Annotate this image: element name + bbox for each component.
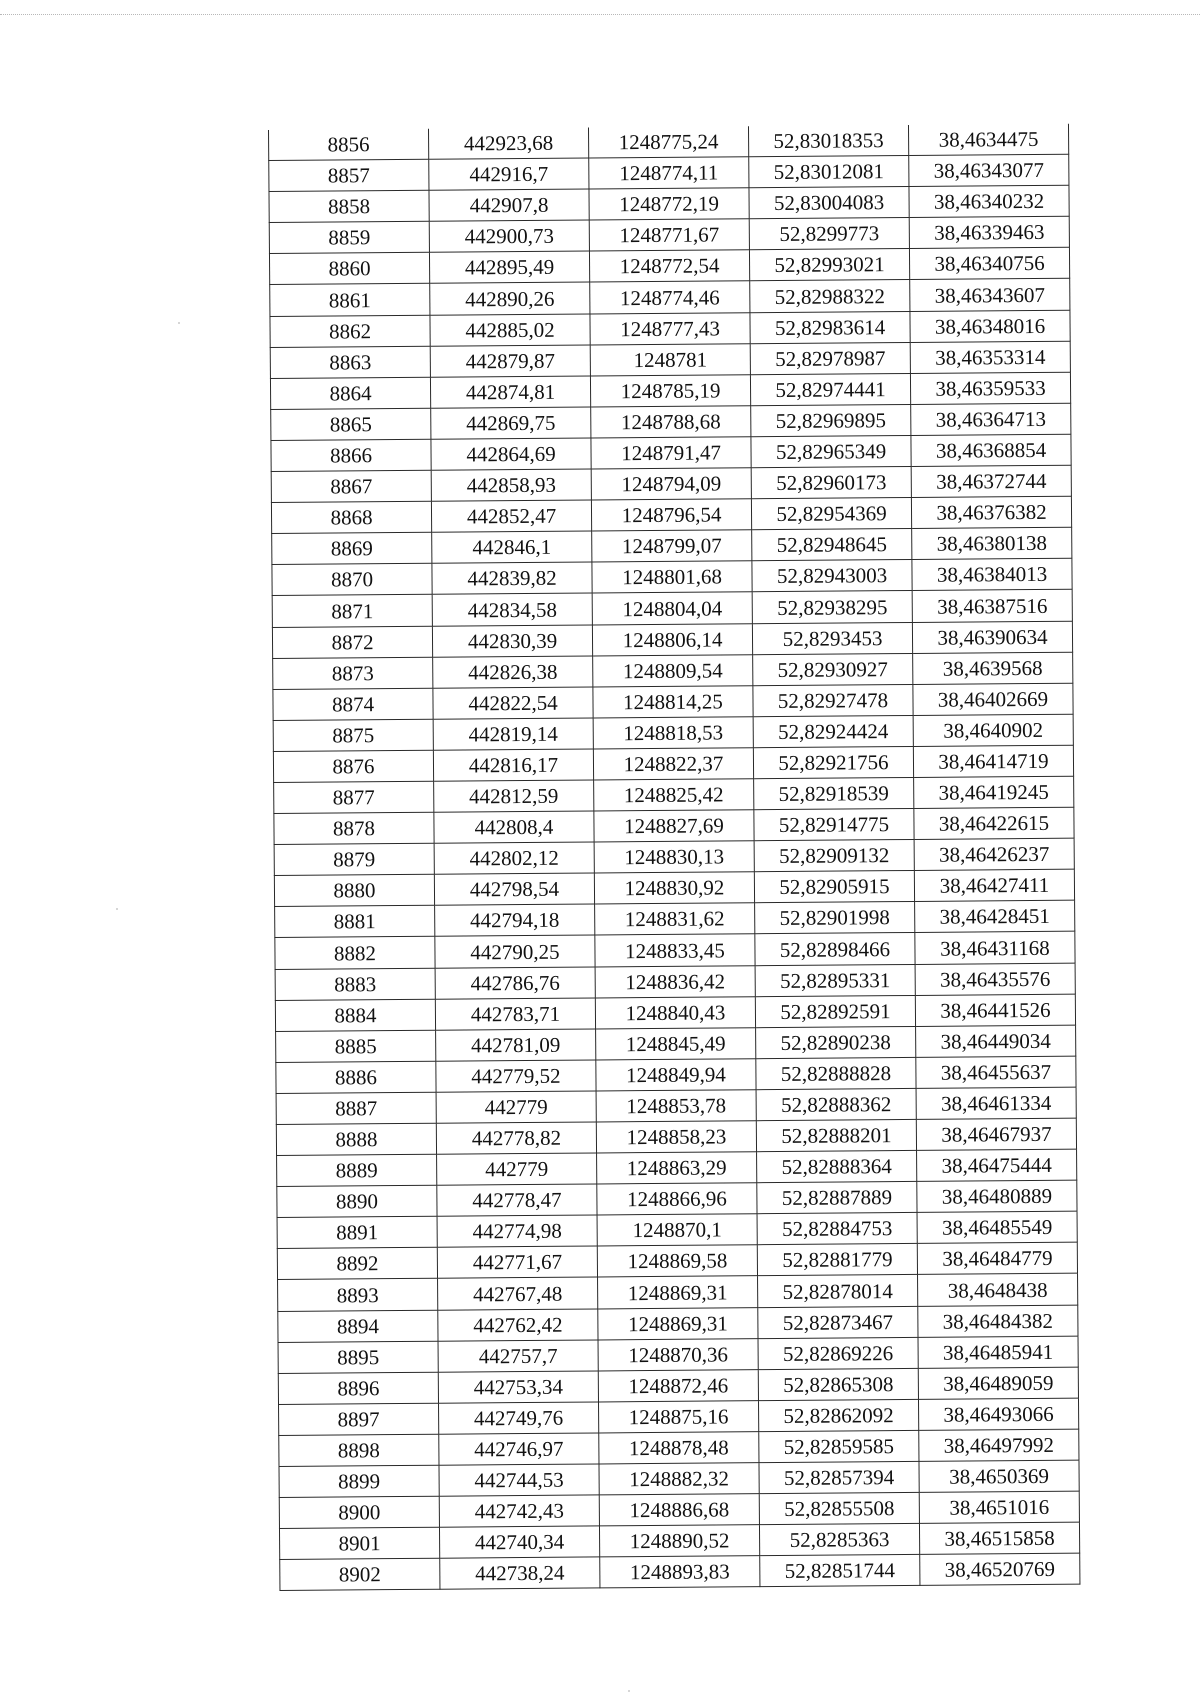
table-cell-lat: 52,82918539: [754, 777, 914, 809]
table-cell-x: 442885,02: [430, 314, 590, 346]
table-cell-point: 8895: [278, 1341, 438, 1373]
coordinates-table-body: [268, 124, 1079, 1591]
table-cell-point: 8864: [270, 377, 430, 409]
table-cell-lon: 38,46497992: [919, 1429, 1079, 1461]
table-cell-point: 8892: [277, 1248, 437, 1280]
table-cell-point: 8884: [275, 999, 435, 1031]
table-cell-lon: 38,46343607: [910, 279, 1070, 311]
table-cell-x: 442757,7: [438, 1340, 598, 1372]
table-cell-lon: 38,46485549: [917, 1211, 1077, 1243]
table-cell-lon: 38,46380138: [912, 527, 1072, 559]
table-cell-lat: 52,82930927: [753, 653, 913, 685]
table-cell-lon: 38,4639568: [913, 652, 1073, 684]
table-cell-x: 442808,4: [434, 811, 594, 843]
table-cell-point: 8867: [271, 470, 431, 502]
table-cell-y: 1248794,09: [591, 468, 751, 500]
table-cell-lat: 52,83018353: [748, 125, 908, 157]
table-cell-point: 8875: [273, 719, 433, 751]
table-cell-y: 1248827,69: [594, 810, 754, 842]
table-cell-lat: 52,82960173: [751, 466, 911, 498]
table-cell-y: 1248870,1: [597, 1214, 757, 1246]
table-cell-x: 442852,47: [431, 500, 591, 532]
table-cell-point: 8863: [270, 346, 430, 378]
table-cell-y: 1248869,58: [597, 1245, 757, 1277]
table-cell-lon: 38,46480889: [917, 1180, 1077, 1212]
table-cell-y: 1248831,62: [595, 903, 755, 935]
table-cell-point: 8858: [269, 190, 429, 222]
table-cell-lat: 52,82887889: [757, 1182, 917, 1214]
table-cell-point: 8861: [270, 284, 430, 316]
table-cell-lon: 38,46461334: [916, 1087, 1076, 1119]
table-cell-lon: 38,46426237: [914, 838, 1074, 870]
table-cell-y: 1248791,47: [591, 437, 751, 469]
scan-speck: [628, 1690, 630, 1692]
table-cell-point: 8894: [278, 1310, 438, 1342]
scan-top-edge-line: [0, 14, 1200, 15]
table-cell-lon: 38,46402669: [913, 683, 1073, 715]
table-cell-point: 8865: [271, 408, 431, 440]
table-cell-x: 442767,48: [438, 1277, 598, 1309]
table-cell-x: 442923,68: [428, 127, 588, 159]
table-cell-lat: 52,82895331: [755, 964, 915, 996]
table-cell-x: 442879,87: [430, 345, 590, 377]
table-cell-x: 442746,97: [439, 1433, 599, 1465]
table-cell-point: 8870: [272, 564, 432, 596]
table-cell-point: 8859: [269, 222, 429, 254]
table-cell-x: 442778,47: [437, 1184, 597, 1216]
table-cell-x: 442826,38: [433, 656, 593, 688]
table-cell-lon: 38,46435576: [915, 963, 1075, 995]
table-cell-point: 8871: [272, 595, 432, 627]
table-cell-y: 1248870,36: [598, 1338, 758, 1370]
table-cell-lon: 38,46376382: [911, 496, 1071, 528]
table-cell-lon: 38,4640902: [913, 714, 1073, 746]
table-cell-x: 442798,54: [434, 873, 594, 905]
table-cell-lon: 38,46419245: [914, 776, 1074, 808]
table-cell-y: 1248822,37: [593, 748, 753, 780]
table-cell-lat: 52,82974441: [750, 373, 910, 405]
table-cell-x: 442744,53: [439, 1464, 599, 1496]
table-cell-lat: 52,82927478: [753, 684, 913, 716]
table-cell-lon: 38,4650369: [919, 1460, 1079, 1492]
table-cell-lat: 52,82924424: [753, 715, 913, 747]
table-cell-lon: 38,46414719: [913, 745, 1073, 777]
table-cell-x: 442753,34: [438, 1371, 598, 1403]
table-cell-y: 1248893,83: [600, 1556, 760, 1588]
table-cell-point: 8897: [279, 1403, 439, 1435]
table-cell-lat: 52,82851744: [760, 1555, 920, 1587]
table-cell-lat: 52,82921756: [753, 746, 913, 778]
table-cell-point: 8880: [274, 874, 434, 906]
table-cell-point: 8873: [273, 657, 433, 689]
table-cell-y: 1248840,43: [595, 996, 755, 1028]
table-cell-x: 442890,26: [430, 282, 590, 314]
table-cell-point: 8862: [270, 315, 430, 347]
table-cell-y: 1248785,19: [590, 374, 750, 406]
table-cell-point: 8888: [276, 1123, 436, 1155]
table-cell-lat: 52,82888364: [757, 1151, 917, 1183]
table-cell-lon: 38,46364713: [911, 403, 1071, 435]
table-cell-point: 8893: [278, 1279, 438, 1311]
table-cell-point: 8885: [276, 1030, 436, 1062]
table-cell-y: 1248869,31: [598, 1307, 758, 1339]
table-cell-lon: 38,46520769: [920, 1553, 1080, 1585]
table-cell-point: 8878: [274, 812, 434, 844]
table-cell-x: 442738,24: [440, 1557, 600, 1589]
table-cell-x: 442790,25: [435, 935, 595, 967]
table-cell-y: 1248833,45: [595, 934, 755, 966]
table-cell-y: 1248799,07: [592, 530, 752, 562]
table-cell-x: 442864,69: [431, 438, 591, 470]
table-cell-y: 1248796,54: [591, 499, 751, 531]
table-cell-lon: 38,46428451: [915, 901, 1075, 933]
table-cell-lat: 52,83004083: [749, 187, 909, 219]
table-cell-point: 8877: [274, 781, 434, 813]
table-cell-x: 442779: [437, 1153, 597, 1185]
table-cell-x: 442916,7: [429, 158, 589, 190]
table-row: [280, 1553, 1080, 1590]
table-cell-y: 1248774,46: [590, 281, 750, 313]
table-cell-point: 8856: [268, 129, 428, 161]
table-cell-lon: 38,46348016: [910, 310, 1070, 342]
table-cell-y: 1248849,94: [596, 1059, 756, 1091]
table-cell-lat: 52,82901998: [755, 902, 915, 934]
table-cell-x: 442794,18: [435, 904, 595, 936]
table-cell-y: 1248845,49: [596, 1027, 756, 1059]
table-cell-x: 442742,43: [439, 1495, 599, 1527]
table-cell-y: 1248890,52: [599, 1525, 759, 1557]
table-cell-lon: 38,46372744: [911, 465, 1071, 497]
table-cell-y: 1248809,54: [593, 654, 753, 686]
table-cell-point: 8874: [273, 688, 433, 720]
table-cell-lon: 38,46431168: [915, 932, 1075, 964]
table-cell-y: 1248825,42: [594, 779, 754, 811]
table-cell-y: 1248830,13: [594, 841, 754, 873]
table-cell-point: 8898: [279, 1434, 439, 1466]
table-cell-point: 8900: [279, 1496, 439, 1528]
table-cell-point: 8879: [274, 843, 434, 875]
table-cell-y: 1248814,25: [593, 685, 753, 717]
table-cell-point: 8881: [275, 906, 435, 938]
table-cell-x: 442846,1: [432, 531, 592, 563]
table-cell-lat: 52,82855508: [759, 1493, 919, 1525]
table-cell-lon: 38,46340756: [909, 248, 1069, 280]
table-cell-lat: 52,82948645: [752, 529, 912, 561]
table-cell-lat: 52,82938295: [752, 591, 912, 623]
table-cell-x: 442874,81: [430, 376, 590, 408]
table-cell-lat: 52,82983614: [750, 311, 910, 343]
table-cell-y: 1248772,19: [589, 188, 749, 220]
table-cell-x: 442834,58: [432, 593, 592, 625]
table-cell-lon: 38,46441526: [915, 994, 1075, 1026]
table-cell-lon: 38,46343077: [909, 154, 1069, 186]
table-cell-lat: 52,82909132: [754, 840, 914, 872]
table-cell-lon: 38,46340232: [909, 185, 1069, 217]
coordinates-table: [268, 124, 1080, 1592]
table-cell-x: 442778,82: [436, 1122, 596, 1154]
table-cell-lat: 52,82943003: [752, 560, 912, 592]
table-cell-y: 1248853,78: [596, 1090, 756, 1122]
table-cell-point: 8902: [280, 1559, 440, 1591]
table-cell-y: 1248875,16: [598, 1401, 758, 1433]
table-cell-x: 442819,14: [433, 718, 593, 750]
table-cell-y: 1248806,14: [592, 623, 752, 655]
table-cell-lat: 52,8299773: [749, 218, 909, 250]
table-cell-y: 1248772,54: [589, 250, 749, 282]
table-cell-lon: 38,46489059: [918, 1367, 1078, 1399]
table-cell-x: 442839,82: [432, 562, 592, 594]
table-cell-y: 1248886,68: [599, 1494, 759, 1526]
table-cell-lon: 38,46353314: [910, 341, 1070, 373]
table-cell-x: 442762,42: [438, 1309, 598, 1341]
table-cell-lat: 52,82862092: [758, 1399, 918, 1431]
table-cell-x: 442822,54: [433, 687, 593, 719]
table-cell-lat: 52,82954369: [751, 498, 911, 530]
table-cell-lon: 38,46455637: [916, 1056, 1076, 1088]
table-cell-lat: 52,82914775: [754, 809, 914, 841]
table-cell-y: 1248818,53: [593, 716, 753, 748]
table-cell-point: 8876: [273, 750, 433, 782]
table-cell-lon: 38,46422615: [914, 807, 1074, 839]
table-cell-x: 442802,12: [434, 842, 594, 874]
table-cell-y: 1248863,29: [597, 1152, 757, 1184]
table-cell-x: 442779: [436, 1091, 596, 1123]
table-cell-x: 442771,67: [437, 1246, 597, 1278]
table-cell-lat: 52,82873467: [758, 1306, 918, 1338]
table-cell-lon: 38,4648438: [918, 1274, 1078, 1306]
table-cell-lon: 38,46515858: [919, 1522, 1079, 1554]
table-cell-y: 1248804,04: [592, 592, 752, 624]
table-cell-y: 1248872,46: [598, 1369, 758, 1401]
table-cell-x: 442907,8: [429, 189, 589, 221]
table-cell-lat: 52,8285363: [759, 1524, 919, 1556]
table-cell-lon: 38,4651016: [919, 1491, 1079, 1523]
table-cell-lat: 52,8293453: [752, 622, 912, 654]
table-cell-lat: 52,82859585: [759, 1430, 919, 1462]
table-cell-point: 8886: [276, 1061, 436, 1093]
table-cell-y: 1248830,92: [594, 872, 754, 904]
scan-speck: [178, 322, 180, 324]
table-cell-lon: 38,4634475: [908, 124, 1068, 156]
table-cell-y: 1248781: [590, 343, 750, 375]
table-cell-lat: 52,82988322: [750, 280, 910, 312]
table-cell-point: 8866: [271, 439, 431, 471]
table-cell-lat: 52,82884753: [757, 1213, 917, 1245]
table-cell-lat: 52,82881779: [757, 1244, 917, 1276]
table-cell-x: 442900,73: [429, 220, 589, 252]
table-cell-x: 442783,71: [435, 998, 595, 1030]
table-cell-x: 442774,98: [437, 1215, 597, 1247]
table-cell-x: 442816,17: [433, 749, 593, 781]
table-cell-lon: 38,46387516: [912, 590, 1072, 622]
table-cell-x: 442858,93: [431, 469, 591, 501]
table-cell-lat: 52,82878014: [758, 1275, 918, 1307]
table-cell-point: 8896: [278, 1372, 438, 1404]
table-cell-y: 1248882,32: [599, 1463, 759, 1495]
table-cell-x: 442779,52: [436, 1060, 596, 1092]
table-cell-x: 442895,49: [429, 251, 589, 283]
table-cell-point: 8887: [276, 1092, 436, 1124]
table-cell-y: 1248866,96: [597, 1183, 757, 1215]
table-cell-lat: 52,82905915: [754, 871, 914, 903]
table-cell-y: 1248777,43: [590, 312, 750, 344]
table-cell-lat: 52,82890238: [756, 1026, 916, 1058]
table-cell-lon: 38,46339463: [909, 216, 1069, 248]
table-cell-lon: 38,46384013: [912, 559, 1072, 591]
table-cell-point: 8857: [269, 159, 429, 191]
table-cell-y: 1248771,67: [589, 219, 749, 251]
table-cell-x: 442786,76: [435, 966, 595, 998]
table-cell-lon: 38,46359533: [910, 372, 1070, 404]
table-cell-lon: 38,46390634: [912, 621, 1072, 653]
table-cell-lat: 52,82993021: [749, 249, 909, 281]
table-cell-lat: 52,82888828: [756, 1057, 916, 1089]
table-cell-x: 442869,75: [431, 407, 591, 439]
table-cell-lat: 52,82888201: [756, 1119, 916, 1151]
table-cell-y: 1248878,48: [599, 1432, 759, 1464]
table-cell-point: 8891: [277, 1216, 437, 1248]
table-cell-lat: 52,82857394: [759, 1461, 919, 1493]
table-cell-y: 1248869,31: [598, 1276, 758, 1308]
table-cell-lon: 38,46368854: [911, 434, 1071, 466]
table-cell-lat: 52,82978987: [750, 342, 910, 374]
table-cell-x: 442812,59: [434, 780, 594, 812]
table-cell-y: 1248788,68: [591, 406, 751, 438]
table-cell-y: 1248775,24: [588, 126, 748, 158]
table-cell-point: 8899: [279, 1465, 439, 1497]
table-cell-y: 1248801,68: [592, 561, 752, 593]
table-cell-lat: 52,82892591: [755, 995, 915, 1027]
table-cell-point: 8889: [277, 1154, 437, 1186]
table-cell-lat: 52,83012081: [749, 156, 909, 188]
table-cell-point: 8901: [279, 1527, 439, 1559]
table-cell-lon: 38,46449034: [916, 1025, 1076, 1057]
table-cell-point: 8860: [269, 253, 429, 285]
table-cell-y: 1248836,42: [595, 965, 755, 997]
table-cell-lat: 52,82898466: [755, 933, 915, 965]
table-cell-x: 442830,39: [432, 624, 592, 656]
table-cell-point: 8869: [272, 532, 432, 564]
table-cell-point: 8883: [275, 968, 435, 1000]
table-cell-y: 1248858,23: [596, 1121, 756, 1153]
table-cell-lat: 52,82969895: [751, 404, 911, 436]
table-cell-x: 442749,76: [439, 1402, 599, 1434]
table-cell-lon: 38,46467937: [916, 1118, 1076, 1150]
table-cell-lon: 38,46484382: [918, 1305, 1078, 1337]
table-cell-lon: 38,46427411: [914, 869, 1074, 901]
table-cell-lon: 38,46484779: [917, 1243, 1077, 1275]
table-cell-point: 8872: [272, 626, 432, 658]
table-cell-point: 8882: [275, 937, 435, 969]
table-cell-lat: 52,82965349: [751, 435, 911, 467]
table-cell-x: 442740,34: [439, 1526, 599, 1558]
table-cell-x: 442781,09: [436, 1029, 596, 1061]
table-cell-y: 1248774,11: [589, 157, 749, 189]
table-cell-point: 8868: [271, 501, 431, 533]
table-cell-lat: 52,82869226: [758, 1337, 918, 1369]
table-cell-lon: 38,46485941: [918, 1336, 1078, 1368]
table-cell-lon: 38,46493066: [918, 1398, 1078, 1430]
table-cell-lat: 52,82888362: [756, 1088, 916, 1120]
table-cell-point: 8890: [277, 1185, 437, 1217]
table-cell-lat: 52,82865308: [758, 1368, 918, 1400]
table-cell-lon: 38,46475444: [917, 1149, 1077, 1181]
scan-speck: [116, 908, 118, 910]
